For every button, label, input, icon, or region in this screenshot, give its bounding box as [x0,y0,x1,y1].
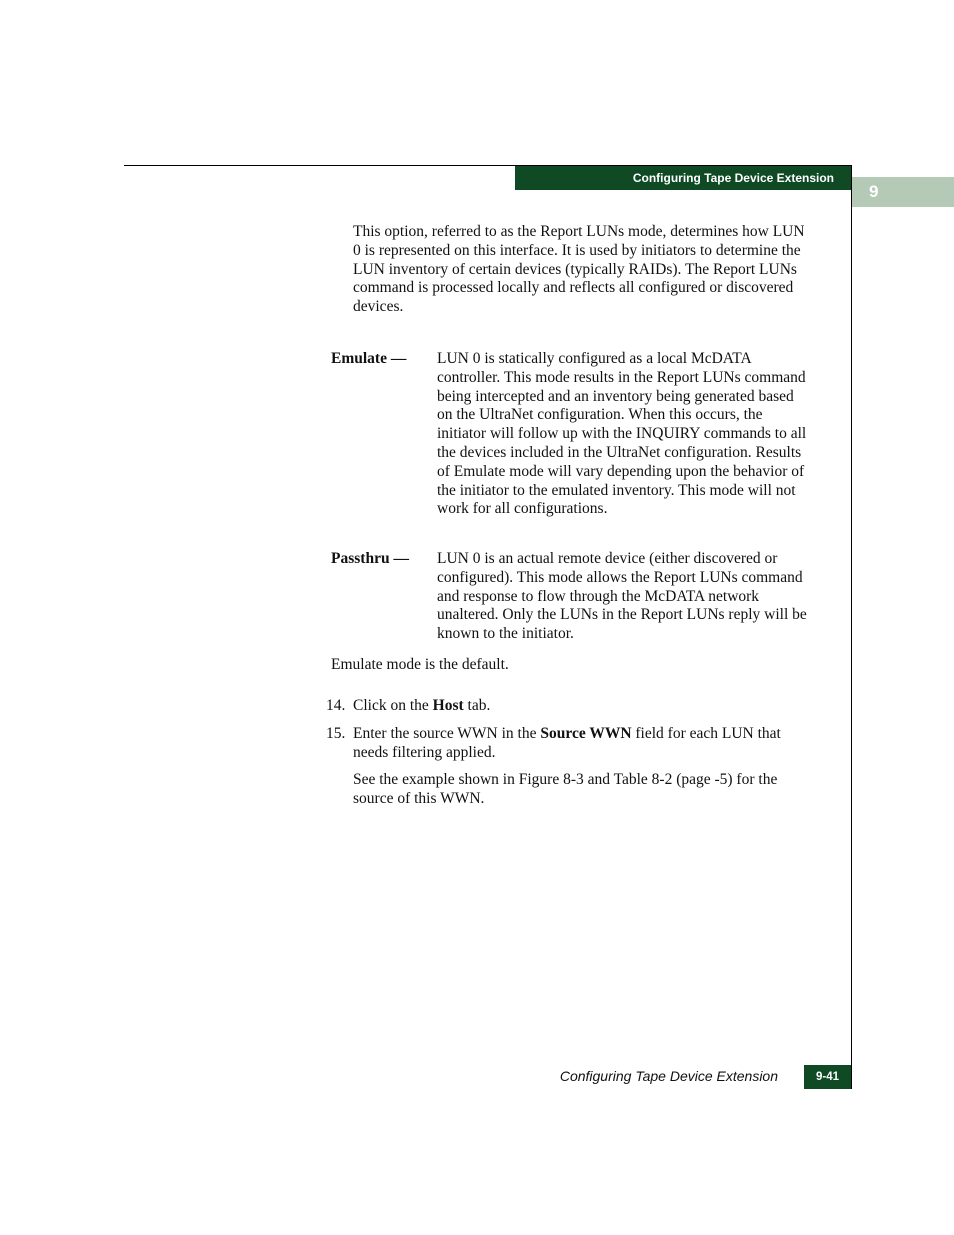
step-15 [326,725,806,765]
default-note: Emulate mode is the default. [331,656,509,673]
step-ui-label: Host [432,697,464,714]
running-header: Configuring Tape Device Extension [515,166,851,190]
definition-term-emulate: Emulate — [331,350,407,367]
step-ui-label: Source WWN [540,725,632,742]
step-text-part: Click on the [353,697,433,714]
intro-paragraph: This option, referred to as the Report LUNs mode, determines how LUN 0 is represented on this interface. It is used by initiators to determine the LUN inventory of certain devices (typically RAIDs). The Report LUNs command is processed locally and reflects all configured or discovered devices. [353,223,805,316]
step-number: 15. [326,725,346,742]
step-text-part: field for each LUN that needs filtering applied. [353,725,781,761]
page-number: 9-41 [804,1065,851,1089]
step-number: 14. [326,697,346,714]
step-text-part: tab. [463,697,491,714]
step-14 [326,697,806,717]
margin-rule [851,165,852,1089]
step-text [353,697,808,716]
footer-title: Configuring Tape Device Extension [559,1068,778,1084]
step-text-part: Enter the source WWN in the [353,725,541,742]
definition-description-passthru: LUN 0 is an actual remote device (either discovered or configured). This mode allows the Report LUNs command and response to flow through the McDATA network unaltered. Only the LUNs in the Report LUNs reply will be known to the initiator. [437,550,807,643]
definition-term-passthru: Passthru — [331,550,409,567]
see-note: See the example shown in Figure 8-3 and Table 8-2 (page -5) for the source of this WWN. [353,771,778,807]
step-text [353,725,808,763]
definition-description-emulate: LUN 0 is statically configured as a local McDATA controller. This mode results in the Report LUNs command being intercepted and an inventory being generated based on the UltraNet configuration. When this occurs, the initiator will follow up with the INQUIRY commands to all the devices included in the UltraNet configuration. Results of Emulate mode will vary depending upon the behavior of the initiator to the emulated inventory. This mode will not work for all configurations. [437,350,807,518]
chapter-tab: 9 [852,177,954,207]
